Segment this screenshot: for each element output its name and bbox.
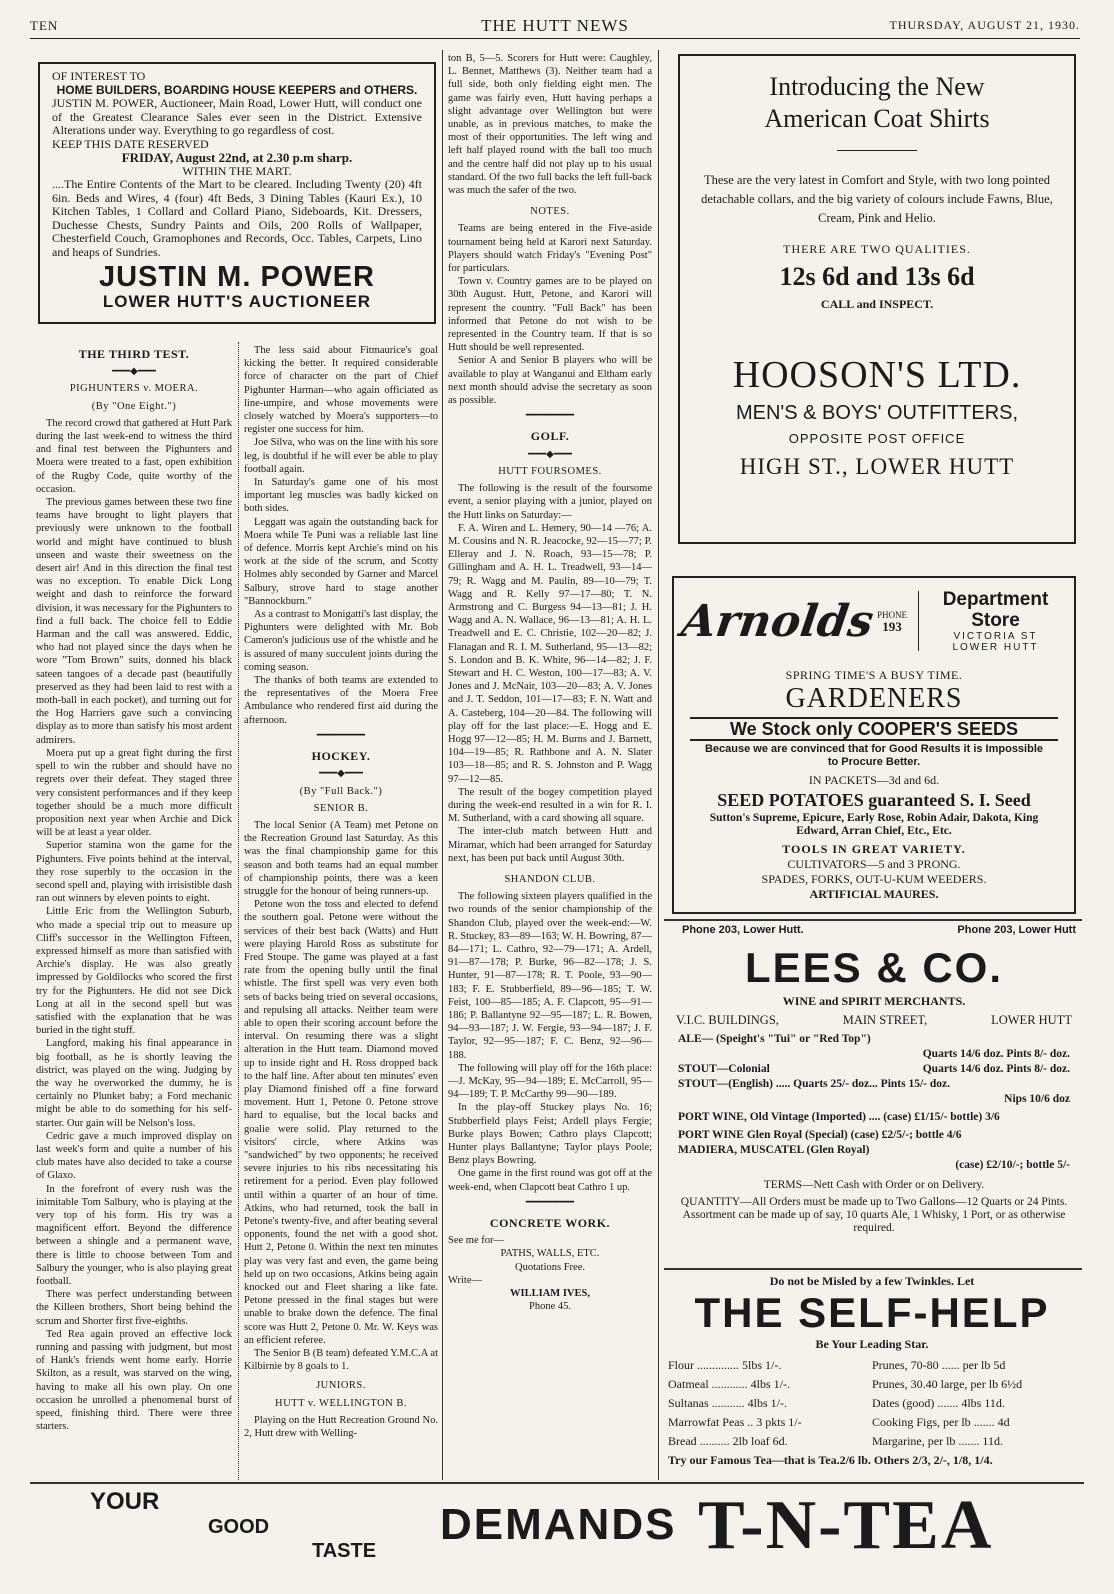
concrete-line: PATHS, WALLS, ETC. [500,1248,600,1260]
arnolds-tools: TOOLS IN GREAT VARIETY. [782,842,966,856]
hoosons-ad [678,54,1076,544]
self-help-top: Do not be Misled by a few Twinkles. Let [769,1274,975,1288]
paragraph: ton B, 5—5. Scorers for Hutt were: Caughley, L. Bennet, Matthews (3). Neither team had a full side, both only fielding eight men. The game was fairly even, Hutt having perhaps a slight advantage over Wellington but were unable, as in previous matches, to make the most of their opportunities. The left wing and left half played round with the ball too much and the centre half did not play up to his usual standard. Of the two full backs the left full-back was much the safer of the two. [448,53,652,197]
ad-line: HOME BUILDERS, BOARDING HOUSE KEEPERS and OTHERS. [56,82,418,97]
shandon-heading: SHANDON CLUB. [504,873,596,885]
arnolds-logo: Arnolds [678,595,877,647]
senior-b-heading: SENIOR B. [313,802,369,814]
paragraph: Town v. Country games are to be played on 30th August. Hutt, Petone, and Karori will represent the country. "Full Back" has been informed that Petone do not wish to be represented in the Country team. If that is so Hutt should be well represented. [448,276,652,354]
paragraph: Senior A and Senior B players who will be available to play at Wanganui and Eltham early next month should advise the secretary as soon as possible. [448,355,652,407]
lees-stout-colonial: STOUT—Colonial [678,1063,770,1075]
third-test-heading: THE THIRD TEST. [78,347,190,361]
lees-madiera-price: (case) £2/10/-; bottle 5/- [955,1159,1070,1171]
hooson-line-2: MEN'S & BOYS' OUTFITTERS, [735,402,1019,424]
arnolds-gardeners: GARDENERS [785,683,963,714]
issue-date: THURSDAY, AUGUST 21, 1930. [889,18,1080,32]
lees-phone-left: Phone 203, Lower Hutt. [682,924,804,936]
paragraph: Petone won the toss and elected to defend the southern goal. Petone were without the services of their best back (Watts) and Hutt were playing Harold Ross as substitute for Fred Stoupe. The game was played at a fast rate from the opening bully until the final whistle. The first spell was very even both sets of backs being tried on several occasions, and repulsing all attacks. Neither team were able to open their scoring account before the interval. On resuming there was a slight alteration in the Hutt team. Diamond moved up to inside right and H. Ross dropped back to the half line. After about ten minutes' even play Diamond finished off a fine forward movement. Hutt 1, Petone 0. Petone strove hard to equalise, but the local backs and goalie were solid. Play returned to the visitors' circle, where Atkins was "sandwiched" by two opponents; he received severe injuries to his ribs necessitating his retirement for a period. Even play followed until within a quarter of an hour of time. Atkins, who had returned, took the ball in Petone's twenty-five, and after beating several opponents, found the net with a good shot. Hutt 2, Petone 0. Within the next ten minutes play was very fast and even, the game being held up on two occasions, Atkins being again knocked out and Fleet sharing a like fate. Petone pressed in the final stages but were unable to brake down the defence. The final score was Hutt 2, Petone 0. Mr. W. Keys was an efficient referee. [244,899,438,1346]
column-2: The less said about Fitmaurice's goal kicking the better. It required considerable force of character on the part of Chief Pighunter Harman—who again officiated as line-umpire, and whose movements were closely watched by Moera's supporters—to register one success for him. Joe Silva, who was on the line with his sore leg, is doubtful if he will ever be able to play football again. In Saturday's game one of his most important leg muscles was badly kicked on both sides. Leggatt was again the outstanding back for Moera while Te Puni was a reliable last line of defence. Morris kept Archie's mind on his work at the side of the scrum, and Scotty Holmes ably seconded by Garner and Marcel Salbury, strove hard to stage another "Bannockburn." As a contrast to Monigatti's last display, the Pighunters were delighted with Mr. Bob Cameron's judicious use of the whistle and he is assured of many succulent joints during the coming season. The thanks of both teams are extended to the representatives of the Moera Free Ambulance who rendered first aid during the afternoon. ━━━━━━━━ HOCKEY. ━━━◆━━━ (By "Full Back.") SENIOR B. The local Senior (A Team) met Petone on the Recreation Ground last Saturday. As this was the final championship game for this season and both teams had an equal number of championship points, there was a keen struggle for the honour of being runners-up. Petone won the toss and elected to defend the southern goal. Petone were without the services of their best back (Watts) and Hutt were playing Harold Ross as substitute for Fred Stoupe. The game was played at a fast rate from the opening bully until the final whistle. The first spell was very even both sets of backs being tried on several occasions, and repulsing all attacks. Neither team were able to open their scoring account before the interval. On resuming there was a slight alteration in the Hutt team. Diamond moved up to inside right and H. Ross dropped back to the half line. After about ten minutes' even play Diamond finished off a fine forward movement. Hutt 1, Petone 0. Petone strove hard to equalise, but the local backs and goalie were solid. Play returned to the visitors' circle, where Atkins was "sandwiched" by two opponents; he received severe injuries to his ribs necessitating his retirement for a period. Even play followed until within a quarter of an hour of time. Atkins, who had returned, took the ball in Petone's twenty-five, and after beating several opponents, found the net with a good shot. Hutt 2, Petone 0. Within the next ten minutes play was very fast and even, the game being held up on two occasions, Atkins being again knocked out and Fleet sharing a like fate. Petone pressed in the final stages but were unable to brake down the defence. The final score was Hutt 2, Petone 0. Mr. W. Keys was an efficient referee. The Senior B (B team) defeated Y.M.C.A at Kilbirnie by 8 goals to 1. JUNIORS. HUTT v. WELLINGTON B. Playing on the Hutt Recreation Ground No. 2, Hutt drew with Welling- [244,345,438,1440]
masthead: THE HUTT NEWS [481,16,629,35]
arnolds-dept-1: Department [942,589,1049,610]
ad-line: FRIDAY, August 22nd, at 2.30 p.m sharp. [121,150,353,165]
paragraph: Cedric gave a much improved display on last week's form and quite a number of his club mates have also decided to take a course of Glaxo. [36,1130,232,1182]
price-row: Flour .............. 5lbs 1/-. Prunes, 70-80 ...... per lb 5d [668,1358,1006,1372]
self-help-sub: Be Your Leading Star. [815,1337,929,1351]
hooson-qualities: THERE ARE TWO QUALITIES. [783,242,971,256]
paragraph: Joe Silva, who was on the line with his sore leg, is doubtful if he will ever be able to play football again. [244,437,438,475]
hockey-heading: HOCKEY. [311,749,371,764]
arnolds-addr-1: VICTORIA ST [953,631,1038,642]
hooson-desc: These are the very latest in Comfort and Style, with two long pointed detachable collars, and the big variety of colours include Fawns, Blue, Cream, Pink and Helio. [701,173,1053,225]
price-row: Oatmeal ............ 4lbs 1/-. Prunes, 30.40 large, per lb 6½d [668,1377,1023,1391]
hooson-call: CALL and INSPECT. [820,297,934,311]
paragraph: In the play-off Stuckey plays No. 16; Stubberfield plays Feist; Ardell plays Fergie; Burke plays Bowen; Cathro plays Clapcott; Hunter plays Ballantyne; Taylor plays Poole; Benz plays Bowring. [448,1102,652,1167]
golf-subheading: HUTT FOURSOMES. [498,465,602,477]
arnolds-spades: SPADES, FORKS, OUT-U-KUM WEEDERS. [761,872,987,886]
arnolds-dept-2: Store [971,610,1020,631]
arnolds-spring: SPRING TIME'S A BUSY TIME. [785,668,963,682]
arnolds-phone: 193 [882,619,902,634]
ad-line: KEEP THIS DATE RESERVED [52,136,209,151]
hooson-line-4: HIGH ST., LOWER HUTT [739,454,1015,479]
paragraph: The result of the bogey competition played during the week-end resulted in a win for R. I. M. Sutherland, with a card showing all square. [448,786,652,825]
footer-tea-brand: T-N-TEA [698,1487,994,1564]
paragraph: The following is the result of the foursome event, a senior playing with a junior, played on the Hutt links on Saturday:— [448,483,652,521]
lees-addr-3: LOWER HUTT [991,1013,1072,1027]
price-row: Sultanas ........... 4lbs 1/-. Dates (good) ....... 4lbs 11d. [668,1396,1005,1410]
hooson-prices: 12s 6d and 13s 6d [779,262,975,291]
arnolds-coopers: We Stock only COOPER'S SEEDS [690,717,1058,741]
page-header [30,14,1080,39]
paragraph: The less said about Fitmaurice's goal kicking the better. It required considerable force of character on the part of Chief Pighunter Harman—who again officiated as line-umpire, and whose movements were closely watched by Moera's supporters—to register one success for him. [244,345,438,436]
price-row: Marrowfat Peas .. 3 pkts 1/- Cooking Figs, per lb ....... 4d [668,1415,1010,1429]
juniors-heading: JUNIORS. [316,1380,366,1392]
footer-word-your: YOUR [90,1488,160,1515]
auctioneer-name: JUSTIN M. POWER [98,261,375,293]
lees-name: LEES & CO. [744,944,1004,991]
lees-ale: ALE— (Speight's "Tui" or "Red Top") [678,1033,871,1045]
concrete-line: Quotations Free. [515,1261,585,1273]
price-row: Bread .......... 2lb loaf 6d. Margarine, per lb ....... 11d. [668,1434,1003,1448]
lees-addr-1: V.I.C. BUILDINGS, [676,1013,779,1027]
paragraph: Teams are being entered in the Five-aside tournament being held at Karori next Saturday. Players should watch Friday's "Evening Post" for particulars. [448,223,652,275]
third-test-column-1: THE THIRD TEST. ━━━◆━━━ PIGHUNTERS v. MOERA. (By "One Eight.") The record crowd that gathered at Hutt Park during the last week-end to witness the third and final test between the Pighunters and Moera were treated to a fast, open exhibition of the Rugby Code, quite worthy of the occasion. The previous games between these two fine teams have brought to light players that previously were unknown to the football world and might have continued to blush unseen and waste their sweetness on the desert air! And in this direction the final test was no exception. To enable Dick Long weight and dash to reinforce the forward division, it was necessary for the Pighunters to find a full back. The choice fell to Eddie Harman and the call was answered. Eddic, who had not played since the days when he wore "Tom Brown" suits, donned his black sateen tangoes of a decade past (beautifully preserved as they had been laid to rest with a moth-ball in each pocket), and turning out for the Hog Harriers gave such a convincing display as to more than satisfy his most ardent admirers. Moera put up a great fight during the first spell to win the rubber and should have no regrets over their defeat. They staged three very consistent performances and if they keep together should be a much more difficult proposition next year when Archie and Dick will be at least a year older. Superior stamina won the game for the Pighunters. Five points behind at the interval, they rose superbly to the occasion in the second spell and, playing with irrisistible dash ran out winners by eleven points to eight. Little Eric from the Wellington Suburb, who made a special trip out to measure up Cliff's successor in the Wellington Fifteen, expressed himself as more than satisfied with Archie's display. He was also greatly impressed by Goldilocks who scored the first try for the Pighunters. He did not see Dick Long at all in the second spell but was satisfied with the explanation that he was buried in the tight stuff. Langford, making his final appearance in big football, as he is shortly leaving the district, was played on the wing. Judging by the way he overworked the dummy, he is certainly no Plunket baby; a Ford mechanic might be able to do something for his self-starter. Our gain will be Nelson's loss. Cedric gave a much improved display on last week's form and quite a number of his club mates have also decided to take a course of Glaxo. In the forefront of every rush was the inimitable Tom Salbury, who is playing at the very top of his form. His try was a magnificent effort. Beyond the difference between a shingle and a permanent wave, there is little to choose between Tom and Salbury the younger, who is also playing great football. There was perfect understanding between the Killeen brothers, Short being behind the scrum and Shorter first five-eighths. Ted Rea again proved an effective lock running and passing with judgment, but most of Hank's friends went home early. Horrie Skilton, as a result, was starved on the wing, having to make all his own play. On one occasion he unrolled a phenomenal burst of speed, finishing third. There were three starters. [36,347,232,1433]
lees-terms: TERMS—Nett Cash with Order or on Delivery. [763,1179,985,1191]
paragraph: Little Eric from the Wellington Suburb, who made a special trip out to measure up Cliff's successor in the Wellington Fifteen, expressed himself as more than satisfied with Archie's display. He was also greatly impressed by Goldilocks who scored the first try for the Pighunters. He did not see Dick Long at all in the second spell but was satisfied with the explanation that he was buried in the tight stuff. [36,906,232,1037]
juniors-subheading: HUTT v. WELLINGTON B. [274,1397,407,1409]
paragraph: The record crowd that gathered at Hutt Park during the last week-end to witness the third and final test between the Pighunters and Moera were treated to a fast, open exhibition of the Rugby Code, quite worthy of the occasion. [36,417,232,495]
lees-port-2: PORT WINE Glen Royal (Special) (case) £2/5/-; bottle 4/6 [678,1129,962,1141]
lees-ale-price: Quarts 14/6 doz. Pints 8/- doz. [922,1048,1070,1060]
paragraph: The following sixteen players qualified in the two rounds of the senior championship of the Shandon Club, played over the week-end:—W. R. Stuckey, 83—89—163; W. H. Bowring, 87—84—171; L. Cathro, 92—79—171; A. Ardell, 91—87—178; P. Burke, 96—82—178; J. S. Hunter, 91—87—178; R. T. Poole, 93—90—183; F. E. Stubberfield, 89—96—185; T. W. Feist, 100—85—185; A. F. Clapcott, 95—91—186; P. Ballantyne 92—95—187; L. R. Bowen, 94—93—187; J. W. Fergie, 93—94—187; J. F. Taylor, 92—95—187; F. C. Benz, 92—96—188. [448,891,652,1061]
column-3: ton B, 5—5. Scorers for Hutt were: Caughley, L. Bennet, Matthews (3). Neither team had a full side, both only fielding eight men. The game was fairly even, Hutt having perhaps a slight advantage over Wellington but were unable, as in previous matches, to make the most of their opportunities. The left wing and left half played round with the ball too much and the centre half did not play up to his usual standard. Of the two full backs the left full-back was much the safer of the two. NOTES. Teams are being entered in the Five-aside tournament being held at Karori next Saturday. Players should watch Friday's "Evening Post" for particulars. Town v. Country games are to be played on 30th August. Hutt, Petone, and Karori will represent the country. "Full Back" has been informed that Petone do not wish to be represented in the Country team. If that is so Hutt should be well represented. Senior A and Senior B players who will be available to play at Wanganui and Eltham early next month should advise the secretary as soon as possible. ━━━━━━━━ GOLF. ━━━◆━━━ HUTT FOURSOMES. The following is the result of the foursome event, a senior playing with a junior, played on the Hutt links on Saturday:— F. A. Wiren and L. Hemery, 90—14 —76; A. M. Cousins and N. R. Jeacocke, 92—15—77; P. Elleray and J. N. Roach, 93—15—78; P. Gillingham and A. H. L. Treadwell, 93—14—79; R. Wagg and M. Paulin, 89—10—79; T. Wagg and R. Kelly 97—17—80; T. N. Armstrong and C. Burgess 94—13—81; J. H. Wagg and A. N. Wallace, 96—13—81; A. H. L. Treadwell and E. C. Christie, 102—20—82; J. Flanagan and R. I. M. Sutherland, 95—13—82; S. London and B. K. White, 96—14—82; J. F. Stewart and H. C. Weston, 100—17—83; A. V. Jones and J. McNair, 103—20—83; A. V. Jones and J. T. Seddon, 101—17—83; F. N. Watt and A. Casteberg, 104—20—84. The following will play off for the last place:—E. Hogg and E. Hogg 97—12—85; H. M. Burns and J. Barnett, 104—19—85; R. Rathbone and A. N. Slater 103—18—85; and R. S. Johnston and P. Wagg 97—12—85. The result of the bogey competition played during the week-end resulted in a win for R. I. M. Sutherland, with a card showing all square. The inter-club match between Hutt and Miramar, which had been arranged for Saturday next, has been put back until August 30th. SHANDON CLUB. The following sixteen players qualified in the two rounds of the senior championship of the Shandon Club, played over the week-end:—W. R. Stuckey, 83—89—163; W. H. Bowring, 87—84—171; L. Cathro, 92—79—171; A. Ardell, 91—87—178; P. Burke, 96—82—178; J. S. Hunter, 91—87—178; R. T. Poole, 93—90—183; F. E. Stubberfield, 89—96—185; T. W. Feist, 100—85—185; A. F. Clapcott, 95—91—186; P. Ballantyne 92—95—187; L. R. Bowen, 94—93—187; J. W. Fergie, 93—94—187; J. F. Taylor, 92—95—187; F. C. Benz, 92—96—188. The following will play off for the 16th place:—J. McKay, 95—94—189; E. McCarroll, 95—94—189; T. P. McCarthy 99—90—189. In the play-off Stuckey plays No. 16; Stubberfield plays Feist; Ardell plays Fergie; Burke plays Bowen; Cathro plays Clapcott; Hunter plays Ballantyne; Taylor plays Poole; Benz plays Bowring. One game in the first round was got off at the week-end, when Clapcott beat Cathro 1 up. ━━━━━━━━ CONCRETE WORK. See me for— PATHS, WALLS, ETC. Quotations Free. Write— WILLIAM IVES, Phone 45. [448,53,652,1313]
hooson-title-1: Introducing the New [769,72,985,101]
page-number: TEN [30,18,59,33]
arnolds-manures: ARTIFICIAL MAURES. [809,887,939,901]
paragraph: The inter-club match between Hutt and Miramar, which had been arranged for Saturday next, has been put back until August 30th. [448,826,652,864]
hockey-byline: (By "Full Back.") [299,785,383,797]
auctioneer-title: LOWER HUTT'S AUCTIONEER [102,292,372,311]
golf-heading: GOLF. [530,429,570,444]
ad-line: OF INTEREST TO [52,69,146,83]
justin-power-ad [38,62,436,324]
third-test-subheading: PIGHUNTERS v. MOERA. [69,383,199,395]
paragraph: Langford, making his final appearance in big football, as he is shortly leaving the district, was played on the wing. Judging by the way he overworked the dummy, he is certainly no Plunket baby; a Ford mechanic might be able to do something for his self-starter. Our gain will be Nelson's loss. [36,1038,232,1129]
lees-addr-2: MAIN STREET, [842,1013,928,1027]
paragraph: F. A. Wiren and L. Hemery, 90—14 —76; A. M. Cousins and N. R. Jeacocke, 92—15—77; P. Elleray and J. N. Roach, 93—15—78; P. Gillingham and A. H. L. Treadwell, 93—14—79; R. Wagg and M. Paulin, 89—10—79; T. Wagg and R. Kelly 97—17—80; T. N. Armstrong and C. Burgess 94—13—81; J. H. Wagg and A. N. Wallace, 96—13—81; A. H. L. Treadwell and E. C. Christie, 102—20—82; J. Flanagan and R. I. M. Sutherland, 95—13—82; S. London and B. K. White, 96—14—82; J. F. Stewart and H. C. Weston, 100—17—83; A. V. Jones and J. McNair, 103—20—83; A. V. Jones and J. T. Seddon, 101—17—83; F. N. Watt and A. Casteberg, 104—20—84. The following will play off for the last place:—E. Hogg and E. Hogg 97—12—85; H. M. Burns and J. Barnett, 104—19—85; R. Rathbone and A. N. Slater 103—18—85; and R. S. Johnston and P. Wagg 97—12—85. [448,522,652,785]
lees-stout-colonial-price: Quarts 14/6 doz. Pints 8/- doz. [922,1063,1070,1075]
notes-heading: NOTES. [530,206,570,218]
concrete-name: WILLIAM IVES, [510,1288,590,1300]
concrete-line: Write— [448,1274,482,1286]
paragraph: Playing on the Hutt Recreation Ground No. 2, Hutt drew with Welling- [244,1414,438,1440]
lees-phone-right: Phone 203, Lower Hutt [957,924,1076,936]
paragraph: In Saturday's game one of his most important leg muscles was badly kicked on both sides. [244,477,438,515]
paragraph: Ted Rea again proved an effective lock running and passing with judgment, but most of Hank's friends went home early. Horrie Skilton, as a result, was starved on the wing, having to make all his own play. On one occasion he unrolled a phenomenal burst of speed, finishing third. There were three starters. [36,1328,232,1433]
hooson-name: HOOSON'S LTD. [732,354,1022,396]
self-help-ad [668,1274,1076,1474]
hooson-title-2: American Coat Shirts [764,104,990,133]
paragraph: The previous games between these two fine teams have brought to light players that previously were unknown to the football world and might have continued to blush unseen and waste their sweetness on the desert air! And in this direction the final test was no exception. To enable Dick Long weight and dash to reinforce the forward division, it was necessary for the Pighunters to find a full back. The choice fell to Eddie Harman and the call was answered. Eddic, who had not played since the days when he wore "Tom Brown" suits, donned his black sateen tangoes of a decade past (beautifully preserved as they had been laid to rest with a moth-ball in each pocket), and turning out for the Hog Harriers gave such a convincing display as to more than satisfy his most ardent admirers. [36,497,232,746]
lees-port-1: PORT WINE, Old Vintage (Imported) .... (case) £1/15/- bottle) 3/6 [678,1111,1000,1123]
arnolds-packets: IN PACKETS—3d and 6d. [808,773,940,787]
paragraph: The local Senior (A Team) met Petone on the Recreation Ground last Saturday. As this was the final championship game for this season and both teams had an equal number of championship points, there was a keen struggle for the honour of being runners-up. [244,819,438,897]
ad-line: ....The Entire Contents of the Mart to be cleared. Including Twenty (20) 4ft 6in. Beds and Wires, 4 (four) 4ft Beds, 3 Dining Tables (Kauri Ex.), 10 Kitchen Tables, 1 Collard and Collard Piano, Sideboards, Kit. Dressers, Duchesse Chests, Sundry Paints and Oils, 200 Rolls of Wallpaper, Chesterfield Couch, Gramophones and Records, Occ. Tables, Carpets, Lino and heaps of Sundries. [52,177,422,259]
lees-quantity: QUANTITY—All Orders must be made up to Two Gallons—12 Quarts or 24 Pints. Assortment can be made up of say, 10 quarts Ale, 1 Whisky, 1 Port, or as otherwise required. [680,1196,1068,1234]
lees-ad [672,924,1076,1264]
concrete-heading: CONCRETE WORK. [489,1216,611,1231]
hooson-line-3: OPPOSITE POST OFFICE [788,431,966,446]
paragraph: As a contrast to Monigatti's last display, the Pighunters were delighted with Mr. Bob Cameron's judicious use of the whistle and he is assured of many succulent joints during the coming season. [244,609,438,673]
arnolds-phone-label: PHONE [876,610,907,620]
arnolds-because: Because we are convinced that for Good Results it is Impossible to Procure Better. [704,743,1044,768]
paragraph: Leggatt was again the outstanding back for Moera while Te Puni was a reliable last line of defence. Morris kept Archie's mind on his work at the side of the scrum, and Scotty Holmes ably seconded by Garner and Marcel Salbury, strove hard to stage another "Bannockburn." [244,516,438,607]
footer-tea-ad [30,1486,1084,1590]
third-test-byline: (By "One Eight.") [91,400,177,412]
self-help-name: THE SELF-HELP [694,1289,1050,1336]
arnolds-cultivators: CULTIVATORS—5 and 3 PRONG. [787,857,961,871]
lees-stout-english: STOUT—(English) ..... Quarts 25/- doz... Pints 15/- doz. [678,1078,950,1090]
paragraph: The Senior B (B team) defeated Y.M.C.A at Kilbirnie by 8 goals to 1. [244,1348,438,1373]
concrete-line: See me for— [448,1235,504,1247]
arnolds-varieties: Sutton's Supreme, Epicure, Early Rose, Robin Adair, Dakota, King Edward, Arran Chief, Etc., Etc. [709,812,1039,837]
self-help-tea: Try our Famous Tea—that is Tea.2/6 lb. Others 2/3, 2/-, 1/8, 1/4. [668,1453,993,1467]
paragraph: The thanks of both teams are extended to the representatives of the Moera Free Ambulance who rendered first aid during the afternoon. [244,675,438,726]
paragraph: In the forefront of every rush was the inimitable Tom Salbury, who is playing at the very top of his form. His try was a magnificent effort. Beyond the difference between a shingle and a permanent wave, there is little to choose between Tom and Salbury the younger, who is also playing great football. [36,1183,232,1288]
arnolds-potatoes: SEED POTATOES guaranteed S. I. Seed [717,790,1031,810]
paragraph: Superior stamina won the game for the Pighunters. Five points behind at the interval, they rose superbly to the occasion in the second spell and, playing with irrisistible dash ran out winners by eleven points to eight. [36,840,232,905]
lees-sub: WINE and SPIRIT MERCHANTS. [782,994,966,1008]
lees-madiera: MADIERA, MUSCATEL (Glen Royal) [678,1144,870,1156]
ad-line: WITHIN THE MART. [182,163,292,178]
lees-nips: Nips 10/6 doz [1004,1093,1070,1105]
paragraph: One game in the first round was got off at the week-end, when Clapcott beat Cathro 1 up. [448,1168,652,1193]
footer-word-taste: TASTE [312,1540,377,1562]
paragraph: The following will play off for the 16th place:—J. McKay, 95—94—189; E. McCarroll, 95—94—189; T. P. McCarthy 99—90—189. [448,1062,652,1101]
paragraph: There was perfect understanding between the Killeen brothers, Short being behind the scrum and Shorter first five-eighths. [36,1289,232,1327]
footer-word-good: GOOD [208,1516,270,1538]
concrete-phone: Phone 45. [529,1301,571,1313]
ad-line: JUSTIN M. POWER, Auctioneer, Main Road, Lower Hutt, will conduct one of the Greatest Clearance Sales ever seen in the District. Extensive Alterations under way. Everything to go regardless of cost. [52,96,422,137]
arnolds-ad [672,576,1076,914]
footer-word-demands: DEMANDS [440,1500,677,1549]
arnolds-addr-2: LOWER HUTT [952,642,1039,653]
paragraph: Moera put up a great fight during the first spell to win the rubber and should have no regrets over their defeat. They staged three very consistent performances and if they keep together should be a much more difficult proposition next year when Archie and Dick will be at least a year older. [36,747,232,839]
